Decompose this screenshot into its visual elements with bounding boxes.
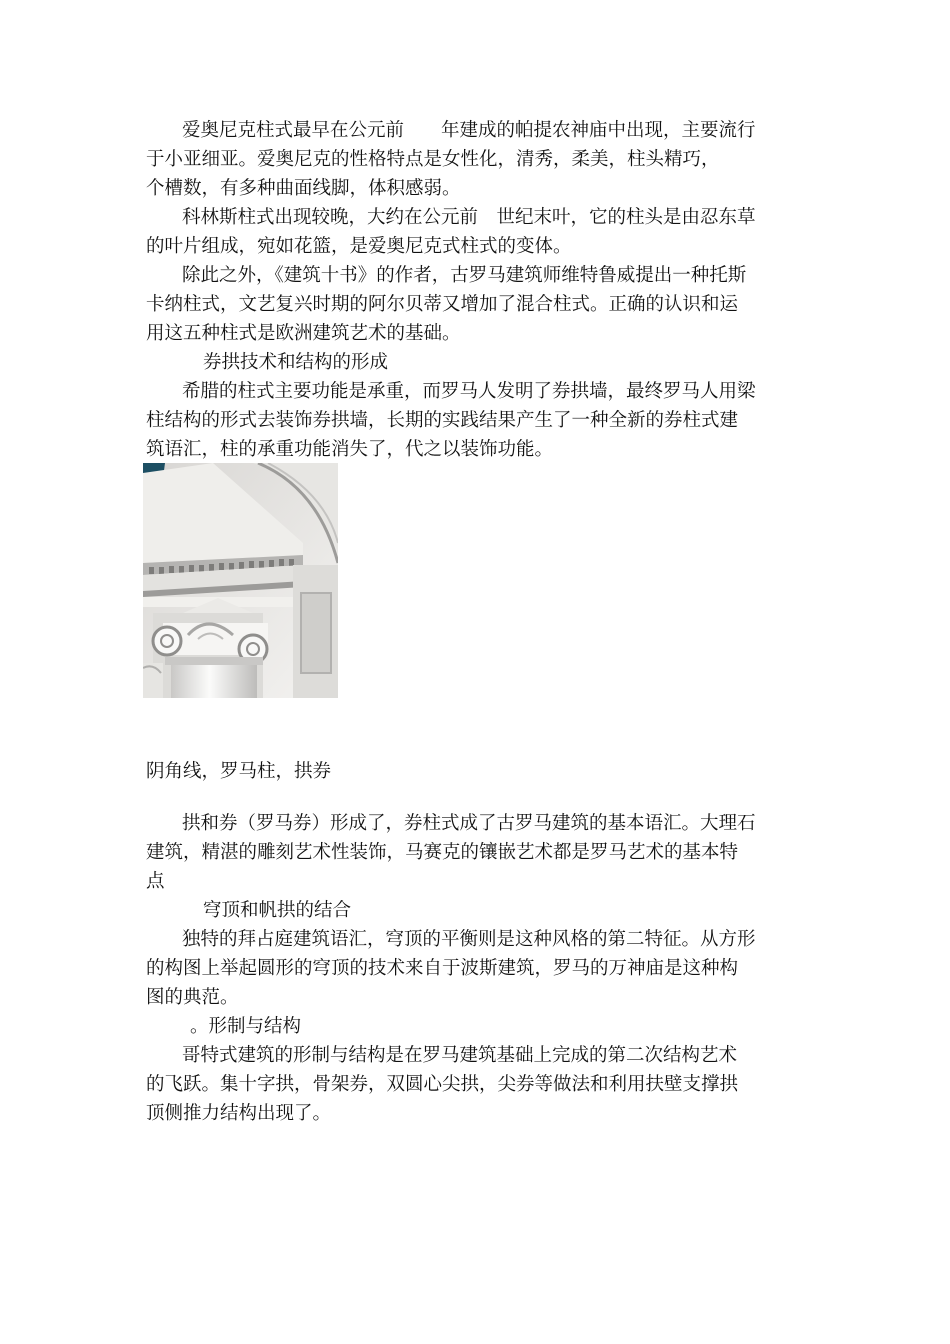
paragraph-arch-line-3: 筑语汇，柱的承重功能消失了，代之以装饰功能。	[146, 439, 554, 460]
paragraph-byzantine-line-1: 独特的拜占庭建筑语汇，穹顶的平衡则是这种风格的第二特征。从方形	[182, 929, 756, 950]
heading-arch: 券拱技术和结构的形成	[203, 352, 389, 373]
roman-column-image	[143, 463, 338, 698]
paragraph-ionic-line-2: 于小亚细亚。爱奥尼克的性格特点是女性化，清秀，柔美，柱头精巧，	[146, 149, 720, 170]
paragraph-tuscan-line-1: 除此之外，《建筑十书》的作者，古罗马建筑师维特鲁威提出一种托斯	[182, 265, 747, 286]
heading-dome: 穹顶和帆拱的结合	[203, 900, 352, 921]
paragraph-byzantine-line-3: 图的典范。	[146, 987, 239, 1008]
paragraph-ionic-line-1: 爱奥尼克柱式最早在公元前 年建成的帕提农神庙中出现，主要流行	[182, 120, 756, 141]
paragraph-tuscan-line-2: 卡纳柱式，文艺复兴时期的阿尔贝蒂又增加了混合柱式。正确的认识和运	[146, 294, 739, 315]
paragraph-arch-line-2: 柱结构的形式去装饰券拱墙，长期的实践结果产生了一种全新的券柱式建	[146, 410, 739, 431]
paragraph-corinthian-line-1: 科林斯柱式出现较晚，大约在公元前 世纪末叶，它的柱头是由忍东草	[182, 207, 756, 228]
paragraph-gothic-line-1: 哥特式建筑的形制与结构是在罗马建筑基础上完成的第二次结构艺术	[182, 1045, 738, 1066]
roman-column-capital-icon	[143, 463, 338, 698]
paragraph-byzantine-line-2: 的构图上举起圆形的穹顶的技术来自于波斯建筑，罗马的万神庙是这种构	[146, 958, 739, 979]
paragraph-roman-line-2: 建筑，精湛的雕刻艺术性装饰，马赛克的镶嵌艺术都是罗马艺术的基本特	[146, 842, 739, 863]
image-caption: 阴角线，罗马柱，拱券	[146, 761, 332, 782]
paragraph-roman-line-3: 点	[146, 871, 165, 892]
paragraph-gothic-line-3: 顶侧推力结构出现了。	[146, 1103, 332, 1124]
paragraph-gothic-line-2: 的飞跃。集十字拱，骨架券，双圆心尖拱，尖券等做法和利用扶壁支撑拱	[146, 1074, 739, 1095]
paragraph-corinthian-line-2: 的叶片组成，宛如花篮，是爱奥尼克式柱式的变体。	[146, 236, 572, 257]
paragraph-ionic-line-3: 个槽数，有多种曲面线脚，体积感弱。	[146, 178, 461, 199]
paragraph-arch-line-1: 希腊的柱式主要功能是承重，而罗马人发明了券拱墙，最终罗马人用梁	[182, 381, 756, 402]
paragraph-roman-line-1: 拱和券（罗马券）形成了，券柱式成了古罗马建筑的基本语汇。大理石	[182, 813, 756, 834]
heading-form: 。形制与结构	[190, 1016, 302, 1037]
paragraph-tuscan-line-3: 用这五种柱式是欧洲建筑艺术的基础。	[146, 323, 461, 344]
